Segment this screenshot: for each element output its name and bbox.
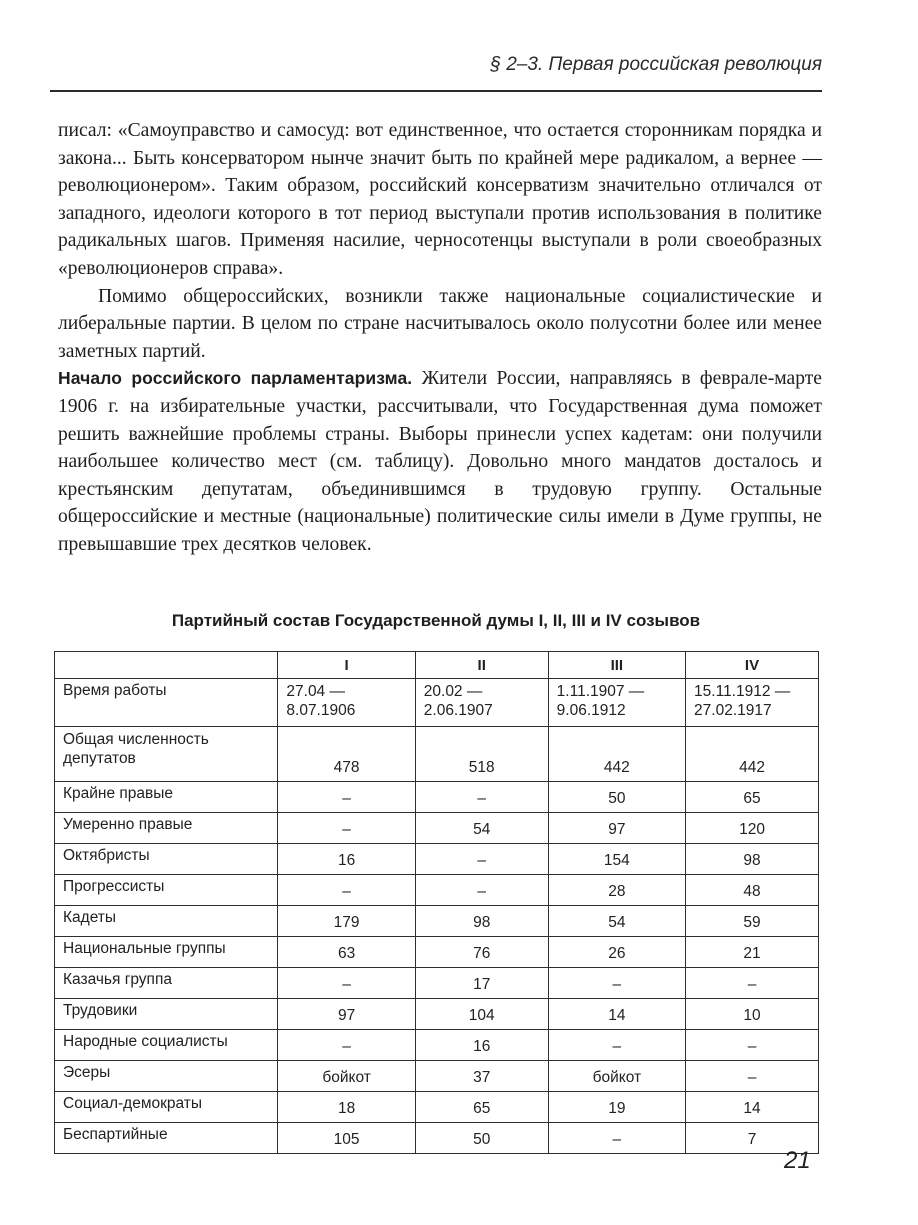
row-label-line-2: депутатов bbox=[63, 750, 136, 767]
table-cell: – bbox=[278, 813, 415, 844]
row-label: Национальные группы bbox=[55, 937, 278, 968]
table-row bbox=[55, 937, 819, 968]
row-label: Октябристы bbox=[55, 844, 278, 875]
table-cell: 26 bbox=[548, 937, 685, 968]
page-number: 21 bbox=[784, 1147, 811, 1174]
table-cell: 37 bbox=[415, 1061, 548, 1092]
paragraph-2: Помимо общероссийских, возникли также национальные социалистические и либеральные партии. В целом по стране насчитывалось около полусотни более или менее заметных партий. bbox=[58, 285, 822, 362]
table-row bbox=[55, 1030, 819, 1061]
section-heading: Начало российского парламентаризма. bbox=[58, 368, 413, 389]
table-row bbox=[55, 906, 819, 937]
period-cell bbox=[548, 679, 685, 727]
paragraph-3-text: Жители России, направляясь в феврале-марте 1906 г. на избирательные участки, рассчитывали, что Государственная дума поможет решить важнейшие проблемы страны. Выборы принесли успех кадетам: они получили наибольшее количество мест (см. таблицу). Довольно много мандатов досталось и крестьянским депутатам, объединившимся в трудовую группу. Остальные общероссийские и местные (национальные) политические силы имели в Думе группы, не превышавшие трех десятков человек. bbox=[58, 368, 822, 555]
column-header-duma-3: III bbox=[548, 652, 685, 679]
table-cell: 65 bbox=[415, 1092, 548, 1123]
table-row-period bbox=[55, 679, 819, 727]
table-row bbox=[55, 813, 819, 844]
table-cell: 97 bbox=[548, 813, 685, 844]
period-cell bbox=[278, 679, 415, 727]
table-cell: 154 bbox=[548, 844, 685, 875]
table-cell: 7 bbox=[686, 1123, 819, 1154]
table-cell: – bbox=[278, 875, 415, 906]
table-cell: – bbox=[415, 844, 548, 875]
table-row bbox=[55, 999, 819, 1030]
table-cell: – bbox=[278, 1030, 415, 1061]
table-cell: 21 bbox=[686, 937, 819, 968]
period-cell bbox=[415, 679, 548, 727]
table-cell: 105 bbox=[278, 1123, 415, 1154]
period-start: 1.11.1907 — bbox=[556, 683, 645, 700]
table-cell: 16 bbox=[415, 1030, 548, 1061]
table-row-total-deputies bbox=[55, 727, 819, 782]
table-cell: 59 bbox=[686, 906, 819, 937]
table-cell: 10 bbox=[686, 999, 819, 1030]
table-cell: бойкот bbox=[278, 1061, 415, 1092]
period-cell bbox=[686, 679, 819, 727]
column-header-duma-2: II bbox=[415, 652, 548, 679]
table-cell: – bbox=[278, 968, 415, 999]
table-cell: 104 bbox=[415, 999, 548, 1030]
table-cell: 50 bbox=[548, 782, 685, 813]
period-end: 27.02.1917 bbox=[694, 702, 772, 719]
table-cell: 179 bbox=[278, 906, 415, 937]
period-end: 8.07.1906 bbox=[286, 702, 356, 719]
row-label: Трудовики bbox=[55, 999, 278, 1030]
table-cell: – bbox=[686, 968, 819, 999]
table-cell: 19 bbox=[548, 1092, 685, 1123]
table-cell: 65 bbox=[686, 782, 819, 813]
table-cell: – bbox=[548, 1030, 685, 1061]
table-cell: – bbox=[278, 782, 415, 813]
row-label: Кадеты bbox=[55, 906, 278, 937]
table-cell: бойкот bbox=[548, 1061, 685, 1092]
table-cell: 48 bbox=[686, 875, 819, 906]
table-cell: – bbox=[686, 1061, 819, 1092]
table-cell: 518 bbox=[415, 727, 548, 782]
table-cell: 97 bbox=[278, 999, 415, 1030]
row-label: Крайне правые bbox=[55, 782, 278, 813]
table-cell: 98 bbox=[686, 844, 819, 875]
running-header-title: § 2–3. Первая российская революция bbox=[490, 54, 822, 75]
table-cell: – bbox=[548, 1123, 685, 1154]
row-label bbox=[55, 727, 278, 782]
table-cell: 54 bbox=[415, 813, 548, 844]
row-label: Эсеры bbox=[55, 1061, 278, 1092]
row-label: Казачья группа bbox=[55, 968, 278, 999]
table-cell: 18 bbox=[278, 1092, 415, 1123]
row-label: Социал-демократы bbox=[55, 1092, 278, 1123]
table-cell: 98 bbox=[415, 906, 548, 937]
table-row bbox=[55, 968, 819, 999]
duma-composition-table bbox=[54, 651, 819, 1154]
table-cell: – bbox=[415, 782, 548, 813]
table-row bbox=[55, 1092, 819, 1123]
period-end: 2.06.1907 bbox=[423, 702, 493, 719]
table-cell: 17 bbox=[415, 968, 548, 999]
period-start: 15.11.1912 — bbox=[694, 683, 791, 700]
row-label: Время работы bbox=[55, 679, 278, 727]
table-cell: – bbox=[548, 968, 685, 999]
table-cell: 442 bbox=[548, 727, 685, 782]
table-header-row bbox=[55, 652, 819, 679]
table-cell: 28 bbox=[548, 875, 685, 906]
row-label: Народные социалисты bbox=[55, 1030, 278, 1061]
paragraph-1: писал: «Самоуправство и самосуд: вот единственное, что остается сторонникам порядка и закона... Быть консерватором нынче значит быть по крайней мере радикалом, а вернее — революционером». Таким образом, российский консерватизм значительно отличался от западного, идеологи которого в тот период выступали против использования в политике радикальных шагов. Применяя насилие, черносотенцы выступали в роли своеобразных «революционеров справа». bbox=[58, 120, 822, 279]
period-start: 27.04 — bbox=[286, 683, 345, 700]
table-cell: – bbox=[686, 1030, 819, 1061]
table-row bbox=[55, 1123, 819, 1154]
paragraph-3 bbox=[58, 365, 822, 558]
table-cell: 14 bbox=[548, 999, 685, 1030]
table-cell: 76 bbox=[415, 937, 548, 968]
row-label-line-1: Общая численность bbox=[63, 731, 209, 748]
table-cell: 50 bbox=[415, 1123, 548, 1154]
table-cell: 442 bbox=[686, 727, 819, 782]
table-cell: 54 bbox=[548, 906, 685, 937]
table-row bbox=[55, 875, 819, 906]
row-label: Умеренно правые bbox=[55, 813, 278, 844]
table-row bbox=[55, 1061, 819, 1092]
row-label: Прогрессисты bbox=[55, 875, 278, 906]
period-end: 9.06.1912 bbox=[556, 702, 626, 719]
table-cell: 16 bbox=[278, 844, 415, 875]
column-header-empty bbox=[55, 652, 278, 679]
column-header-duma-4: IV bbox=[686, 652, 819, 679]
table-caption: Партийный состав Государственной думы I, II, III и IV созывов bbox=[171, 611, 701, 630]
table-cell: – bbox=[415, 875, 548, 906]
table-row bbox=[55, 782, 819, 813]
table-row bbox=[55, 844, 819, 875]
table-cell: 120 bbox=[686, 813, 819, 844]
table-cell: 63 bbox=[278, 937, 415, 968]
period-start: 20.02 — bbox=[423, 683, 483, 700]
row-label: Беспартийные bbox=[55, 1123, 278, 1154]
table-cell: 14 bbox=[686, 1092, 819, 1123]
column-header-duma-1: I bbox=[278, 652, 415, 679]
table-cell: 478 bbox=[278, 727, 415, 782]
header-divider bbox=[50, 90, 822, 92]
body-text bbox=[58, 117, 822, 559]
